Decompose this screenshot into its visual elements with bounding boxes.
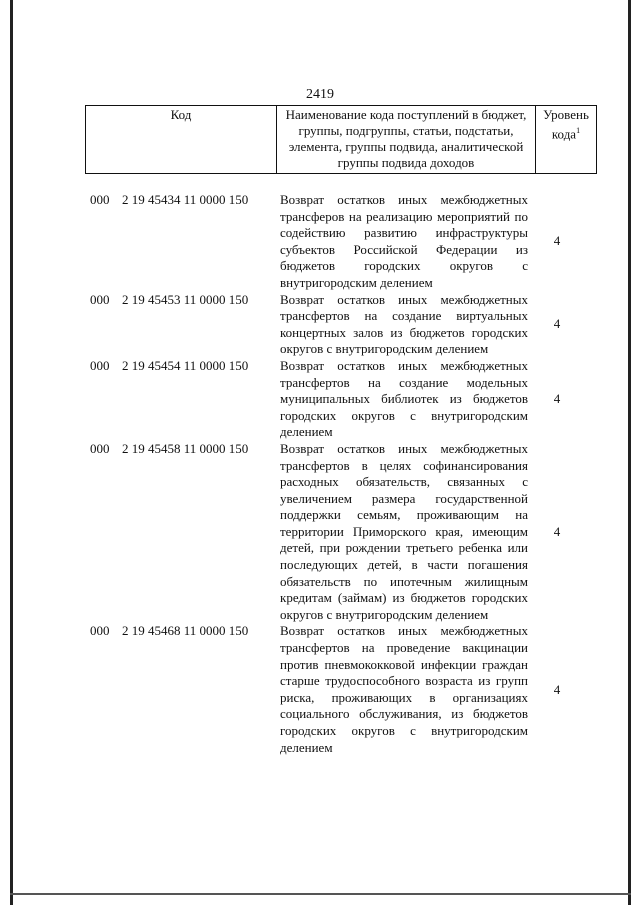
table-row <box>90 623 590 756</box>
scan-bottom-edge <box>10 893 631 895</box>
income-name: Возврат остатков иных межбюджетных трансфертов на проведение вакцинации против пневмококковой инфекции граждан старше трудоспособного возраста из групп риска, проживающих в организациях социального обслуживания, из бюджетов городских округов с внутригородским делением <box>280 623 528 755</box>
table-row <box>90 358 590 441</box>
header-level-footnote: 1 <box>576 126 581 135</box>
income-code: 2 19 45434 11 0000 150 <box>122 192 249 207</box>
income-name: Возврат остатков иных межбюджетных трансфертов в целях софинансирования расходных обязательств, связанных с увеличением размера государственной поддержки семьям, проживающим на территории Приморского края, имеющим детей, при рождении третьего ребенка или последующих детей, в части погашения обязательств по ипотечным жилищным кредитам (займам) из бюджетов городских округов с внутригородским делением <box>280 440 528 622</box>
header-name: Наименование кода поступлений в бюджет, группы, подгруппы, статьи, подстатьи, элемента, группы подвида, аналитической группы подвида доходов <box>277 106 536 174</box>
page-number: 2419 <box>306 87 334 102</box>
scan-left-edge <box>10 0 13 905</box>
code-level: 4 <box>553 233 561 249</box>
code-level: 4 <box>553 523 561 539</box>
income-name: Возврат остатков иных межбюджетных трансфертов на создание модельных муниципальных библиотек из бюджетов городских округов с внутригородским делением <box>280 357 528 440</box>
income-code: 2 19 45453 11 0000 150 <box>122 291 249 307</box>
income-code: 2 19 45468 11 0000 150 <box>122 623 249 639</box>
header-code: Код <box>86 106 277 174</box>
scan-right-edge <box>628 0 631 905</box>
code-level: 4 <box>553 316 561 332</box>
admin-code: 000 <box>90 440 110 456</box>
header-level-label: Уровень кода <box>543 107 589 142</box>
admin-code: 000 <box>90 357 110 373</box>
table-row <box>90 292 590 358</box>
income-code: 2 19 45458 11 0000 150 <box>122 440 249 456</box>
table-header <box>85 105 597 174</box>
admin-code: 000 <box>90 623 110 639</box>
table-row <box>90 441 590 624</box>
admin-code: 000 <box>90 192 110 207</box>
header-level <box>536 106 597 174</box>
table-row <box>90 192 590 292</box>
admin-code: 000 <box>90 291 110 307</box>
income-code: 2 19 45454 11 0000 150 <box>122 357 249 373</box>
code-level: 4 <box>553 391 561 407</box>
income-name: Возврат остатков иных межбюджетных трансфертов на создание виртуальных концертных залов из бюджетов городских округов с внутригородским делением <box>280 291 528 357</box>
income-name: Возврат остатков иных межбюджетных трансферов на реализацию мероприятий по содействию развитию инфраструктуры субъектов Российской Федерации из бюджетов городских округов с внутригородским делением <box>280 192 528 290</box>
income-code-list <box>90 192 590 756</box>
code-level: 4 <box>553 681 561 697</box>
